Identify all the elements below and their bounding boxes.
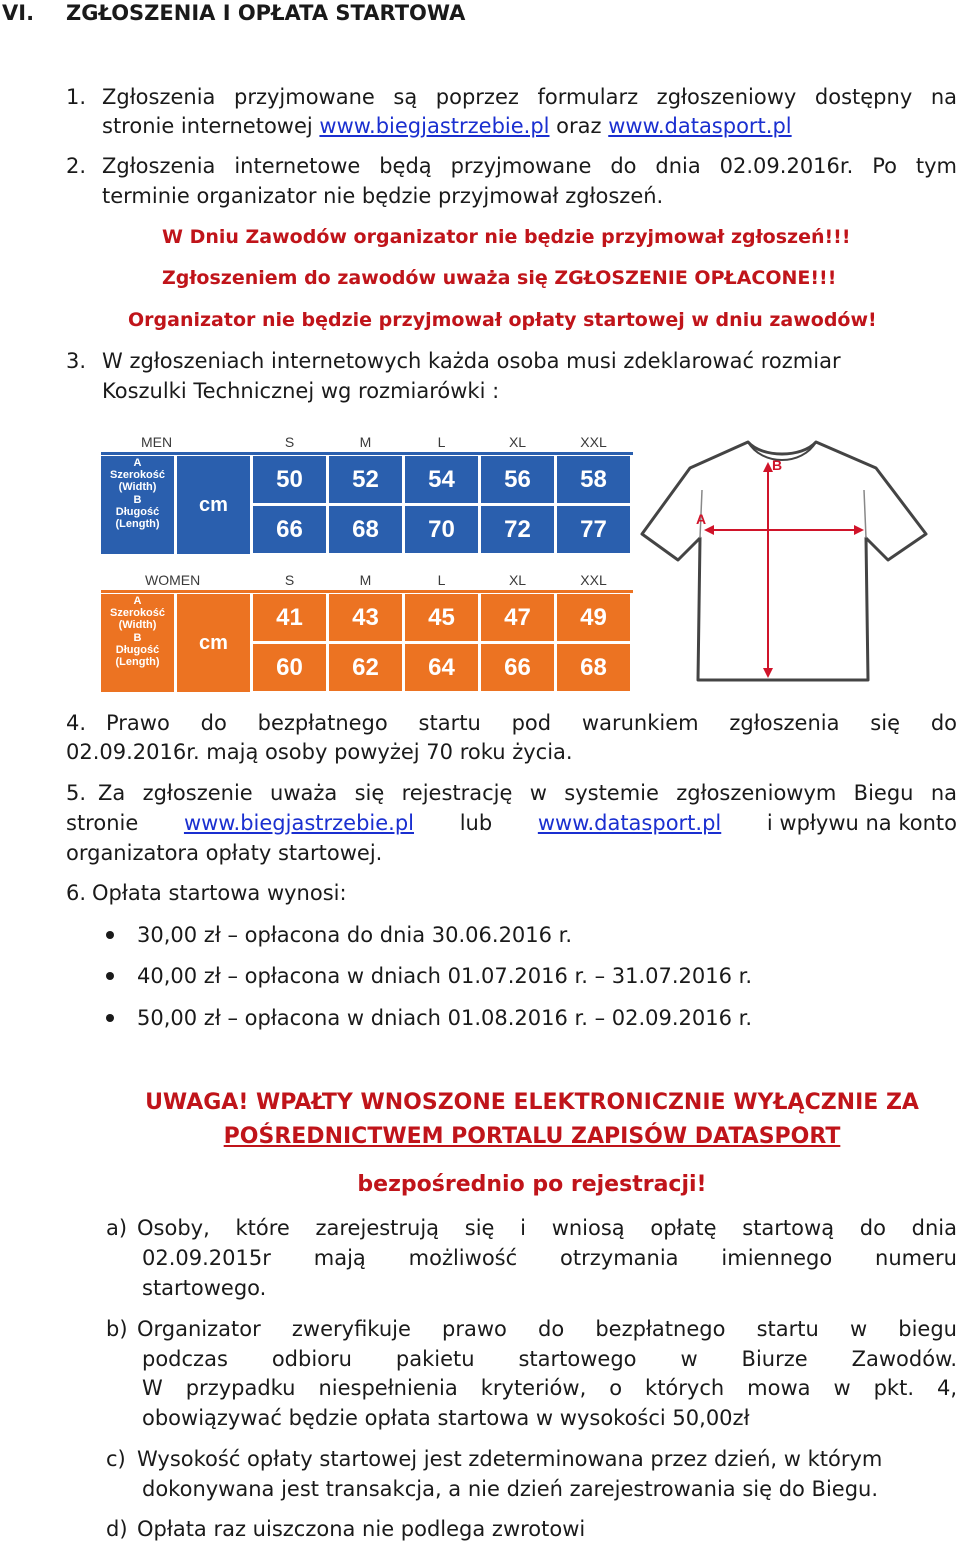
section-title: ZGŁOSZENIA I OPŁATA STARTOWA — [66, 1, 466, 25]
women-unit-cm: cm — [177, 594, 250, 692]
item-5-line-3: organizatora opłaty startowej. — [66, 841, 383, 865]
men-length-m: 68 — [329, 506, 402, 553]
warning-line-1: UWAGA! WPAŁTY WNOSZONE ELEKTRONICZNIE WYŁĄCZNIE ZA — [145, 1090, 919, 1115]
men-table-header — [101, 432, 633, 452]
men-width-xl: 56 — [481, 456, 554, 503]
note-a-line-1: Osoby, które zarejestrują się i wniosą opłatę startową do dnia — [137, 1216, 957, 1240]
men-width-s: 50 — [253, 456, 326, 503]
note-c-label: c) — [106, 1447, 126, 1471]
women-header-rule — [101, 590, 633, 593]
item-3-line-1: W zgłoszeniach internetowych każda osoba musi zdeklarować rozmiar — [102, 349, 841, 373]
note-a-line-2: 02.09.2015r mają możliwość otrzymania imiennego numeru — [142, 1246, 957, 1270]
item-3-line-2: Koszulki Technicznej wg rozmiarówki : — [102, 379, 500, 403]
men-length-s: 66 — [253, 506, 326, 553]
size-m-header: M — [359, 434, 372, 450]
men-unit-cm: cm — [177, 456, 250, 554]
item-6-line-1: Opłata startowa wynosi: — [92, 881, 347, 905]
fee-item-3: 50,00 zł – opłacona w dniach 01.08.2016 r. – 02.09.2016 r. — [137, 1006, 753, 1030]
section-number: VI. — [2, 1, 35, 25]
men-title: MEN — [141, 434, 173, 450]
size-xl-header: XL — [508, 572, 527, 588]
datasport-link[interactable]: www.datasport.pl — [608, 114, 792, 138]
note-a-label: a) — [106, 1216, 128, 1240]
note-d-line-1: Opłata raz uiszczona nie podlega zwrotowi — [137, 1517, 586, 1541]
item-6-number: 6. — [66, 881, 87, 905]
men-width-m: 52 — [329, 456, 402, 503]
item-5-text-end: i wpływu na konto — [766, 811, 957, 835]
item-3-number: 3. — [66, 349, 87, 373]
men-length-xl: 72 — [481, 506, 554, 553]
size-l-header: L — [437, 572, 446, 588]
men-size-table — [101, 432, 633, 552]
men-length-xxl: 77 — [557, 506, 630, 553]
item-1-line-1: Zgłoszenia przyjmowane są poprzez formularz zgłoszeniowy dostępny na — [102, 85, 957, 109]
men-length-l: 70 — [405, 506, 478, 553]
item-5-line-2 — [66, 810, 957, 836]
notice-paid-registration: Zgłoszeniem do zawodów uważa się ZGŁOSZENIE OPŁACONE!!! — [162, 267, 837, 289]
tshirt-measurement-illustration — [640, 428, 930, 690]
note-b-line-4: obowiązywać będzie opłata startowa w wysokości 50,00zł — [142, 1406, 750, 1430]
men-header-rule — [101, 452, 633, 455]
size-s-header: S — [284, 434, 295, 450]
item-1-connector: oraz — [549, 114, 609, 138]
men-width-l: 54 — [405, 456, 478, 503]
item-5-connector: lub — [459, 811, 493, 835]
item-1-text: stronie internetowej — [102, 114, 320, 138]
note-b-label: b) — [106, 1317, 128, 1341]
item-4-line-1: Prawo do bezpłatnego startu pod warunkiem zgłoszenia się do — [106, 711, 957, 735]
item-1-number: 1. — [66, 85, 87, 109]
women-length-xxl: 68 — [557, 644, 630, 691]
label-a: A — [696, 511, 707, 527]
size-l-header: L — [437, 434, 446, 450]
size-m-header: M — [359, 572, 372, 588]
women-width-l: 45 — [405, 594, 478, 641]
note-a-line-3: startowego. — [142, 1276, 267, 1300]
item-5-text: stronie — [66, 811, 139, 835]
women-length-s: 60 — [253, 644, 326, 691]
note-d-label: d) — [106, 1517, 128, 1541]
size-xl-header: XL — [508, 434, 527, 450]
warning-line-2: POŚREDNICTWEM PORTALU ZAPISÓW DATASPORT — [223, 1124, 841, 1149]
note-b-line-3: W przypadku niespełnienia kryteriów, o których mowa w pkt. 4, — [142, 1376, 957, 1400]
women-table-header — [101, 570, 633, 590]
note-c-line-1: Wysokość opłaty startowej jest zdeterminowana przez dzień, w którym — [137, 1447, 883, 1471]
note-b-line-2: podczas odbioru pakietu startowego w Biurze Zawodów. — [142, 1347, 957, 1371]
men-measure-label: A Szerokość (Width) B Długość (Length) — [101, 456, 174, 554]
item-4-number: 4. — [66, 711, 87, 735]
fee-bullet — [106, 972, 114, 980]
note-b-line-1: Organizator zweryfikuje prawo do bezpłatnego startu w biegu — [137, 1317, 957, 1341]
women-length-xl: 66 — [481, 644, 554, 691]
women-width-xl: 47 — [481, 594, 554, 641]
women-width-xxl: 49 — [557, 594, 630, 641]
size-xxl-header: XXL — [580, 572, 607, 588]
size-xxl-header: XXL — [580, 434, 607, 450]
warning-line-3: bezpośrednio po rejestracji! — [357, 1172, 707, 1197]
item-5-line-1: Za zgłoszenie uważa się rejestrację w systemie zgłoszeniowym Biegu na — [98, 781, 957, 805]
item-4-line-2: 02.09.2016r. mają osoby powyżej 70 roku życia. — [66, 740, 573, 764]
item-5-number: 5. — [66, 781, 87, 805]
label-b: B — [772, 457, 783, 473]
women-length-m: 62 — [329, 644, 402, 691]
biegjastrzebie-link[interactable]: www.biegjastrzebie.pl — [183, 811, 415, 835]
women-length-l: 64 — [405, 644, 478, 691]
note-c-line-2: dokonywana jest transakcja, a nie dzień zarejestrowania się do Biegu. — [142, 1477, 879, 1501]
women-width-m: 43 — [329, 594, 402, 641]
item-1-line-2 — [102, 113, 792, 139]
size-s-header: S — [284, 572, 295, 588]
fee-bullet — [106, 1014, 114, 1022]
notice-no-fee-on-race-day: Organizator nie będzie przyjmował opłaty startowej w dniu zawodów! — [128, 309, 877, 331]
fee-item-1: 30,00 zł – opłacona do dnia 30.06.2016 r. — [137, 923, 573, 947]
item-2-number: 2. — [66, 154, 87, 178]
notice-no-registration-on-race-day: W Dniu Zawodów organizator nie będzie przyjmował zgłoszeń!!! — [162, 226, 851, 248]
fee-bullet — [106, 931, 114, 939]
men-width-xxl: 58 — [557, 456, 630, 503]
item-2-line-2: terminie organizator nie będzie przyjmował zgłoszeń. — [102, 184, 664, 208]
datasport-link[interactable]: www.datasport.pl — [537, 811, 722, 835]
item-2-line-1: Zgłoszenia internetowe będą przyjmowane do dnia 02.09.2016r. Po tym — [102, 154, 957, 178]
women-size-table — [101, 570, 633, 690]
fee-item-2: 40,00 zł – opłacona w dniach 01.07.2016 r. – 31.07.2016 r. — [137, 964, 753, 988]
tshirt-icon — [642, 442, 926, 680]
biegjastrzebie-link[interactable]: www.biegjastrzebie.pl — [319, 114, 550, 138]
women-title: WOMEN — [145, 572, 201, 588]
women-width-s: 41 — [253, 594, 326, 641]
women-measure-label: A Szerokość (Width) B Długość (Length) — [101, 594, 174, 692]
